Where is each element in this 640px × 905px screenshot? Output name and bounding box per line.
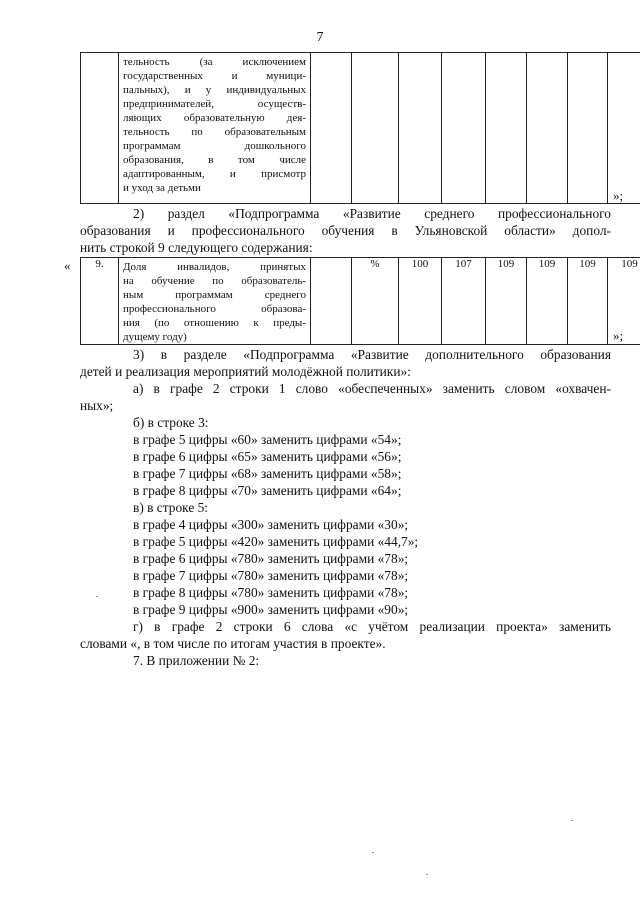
table2-value: 109 bbox=[608, 258, 640, 345]
table1-text-line: и уход за детьми bbox=[123, 182, 201, 194]
item3-line: в графе 9 цифры «900» заменить цифрами «90»; bbox=[133, 602, 409, 617]
table2-row-number: 9. bbox=[81, 258, 119, 345]
table1-text-line: образования, в том числе bbox=[123, 154, 306, 166]
table1-cell bbox=[608, 53, 640, 204]
table1-text-line: программам дошкольного bbox=[123, 140, 306, 152]
table1-cell bbox=[486, 53, 527, 204]
table1-text-line: ляющих образовательную дея- bbox=[123, 112, 306, 124]
table1-text-line: предпринимателей, осуществ- bbox=[123, 98, 306, 110]
item3-line: б) в строке 3: bbox=[133, 415, 209, 430]
item3-line: а) в графе 2 строки 1 слово «обеспеченных» заменить словом «охвачен- bbox=[133, 381, 611, 396]
scan-speck bbox=[96, 596, 98, 597]
table1-cell-number bbox=[81, 53, 119, 204]
table1-text-line: государственных и муници- bbox=[123, 70, 306, 82]
table2-open-quote: « bbox=[64, 258, 71, 273]
table2-value: 109 bbox=[568, 258, 608, 345]
table2-value: 109 bbox=[527, 258, 568, 345]
table2-text-line: ным программам среднего bbox=[123, 289, 306, 301]
table1-text-line: адаптированным, и присмотр bbox=[123, 168, 306, 180]
item3-line: в графе 4 цифры «300» заменить цифрами «30»; bbox=[133, 517, 409, 532]
item3-line: в графе 5 цифры «60» заменить цифрами «54»; bbox=[133, 432, 402, 447]
item3-line: в графе 5 цифры «420» заменить цифрами «44,7»; bbox=[133, 534, 419, 549]
item3-line: в) в строке 5: bbox=[133, 500, 209, 515]
table1-cell bbox=[352, 53, 399, 204]
table2-value: 100 bbox=[399, 258, 442, 345]
item3-line: г) в графе 2 строки 6 слова «с учётом реализации проекта» заменить bbox=[133, 619, 611, 634]
item2-line: образования и профессионального обучения в Ульяновской области» допол- bbox=[80, 223, 611, 238]
item3-line: 3) в разделе «Подпрограмма «Развитие дополнительного образования bbox=[133, 347, 611, 362]
table1-cell bbox=[442, 53, 486, 204]
scan-speck bbox=[372, 852, 374, 853]
item3-line: в графе 8 цифры «70» заменить цифрами «64»; bbox=[133, 483, 402, 498]
table1-close-quote: »; bbox=[613, 188, 624, 203]
table2-text-line: дущему году) bbox=[123, 331, 187, 343]
table2-unit: % bbox=[352, 258, 399, 345]
scan-speck bbox=[426, 874, 428, 875]
table1-cell bbox=[568, 53, 608, 204]
item3-line: ных»; bbox=[80, 398, 114, 413]
table-continuation bbox=[80, 52, 640, 204]
item3-line: словами «, в том числе по итогам участия в проекте». bbox=[80, 636, 386, 651]
item3-line: в графе 6 цифры «65» заменить цифрами «56»; bbox=[133, 449, 402, 464]
item3-line: в графе 6 цифры «780» заменить цифрами «78»; bbox=[133, 551, 409, 566]
table2-cell-description bbox=[119, 258, 311, 345]
item3-line: в графе 7 цифры «68» заменить цифрами «58»; bbox=[133, 466, 402, 481]
table2-text-line: на обучение по образователь- bbox=[123, 275, 306, 287]
table1-cell bbox=[311, 53, 352, 204]
table1-text-line: тельность по образовательным bbox=[123, 126, 306, 138]
table1-text-line: пальных), и у индивидуальных bbox=[123, 84, 306, 96]
table2-text-line: Доля инвалидов, принятых bbox=[123, 261, 306, 273]
item2-line: 2) раздел «Подпрограмма «Развитие среднего профессионального bbox=[133, 206, 611, 221]
page-number: 7 bbox=[316, 30, 324, 45]
table1-cell-description bbox=[119, 53, 311, 204]
table-new-row bbox=[80, 257, 640, 345]
item2-line: нить строкой 9 следующего содержания: bbox=[80, 240, 313, 255]
item3-line: в графе 7 цифры «780» заменить цифрами «78»; bbox=[133, 568, 409, 583]
table2-text-line: профессионального образова- bbox=[123, 303, 306, 315]
item3-line: в графе 8 цифры «780» заменить цифрами «78»; bbox=[133, 585, 409, 600]
table2-text-line: ния (по отношению к преды- bbox=[123, 317, 306, 329]
item3-line: детей и реализация мероприятий молодёжной политики»: bbox=[80, 364, 411, 379]
table2-cell bbox=[311, 258, 352, 345]
scan-speck bbox=[571, 820, 573, 821]
table1-text-line: тельность (за исключением bbox=[123, 56, 306, 68]
table2-value: 109 bbox=[486, 258, 527, 345]
table2-value: 107 bbox=[442, 258, 486, 345]
table1-cell bbox=[399, 53, 442, 204]
table2-close-quote: »; bbox=[613, 328, 624, 343]
table1-cell bbox=[527, 53, 568, 204]
item3-line: 7. В приложении № 2: bbox=[133, 653, 260, 668]
